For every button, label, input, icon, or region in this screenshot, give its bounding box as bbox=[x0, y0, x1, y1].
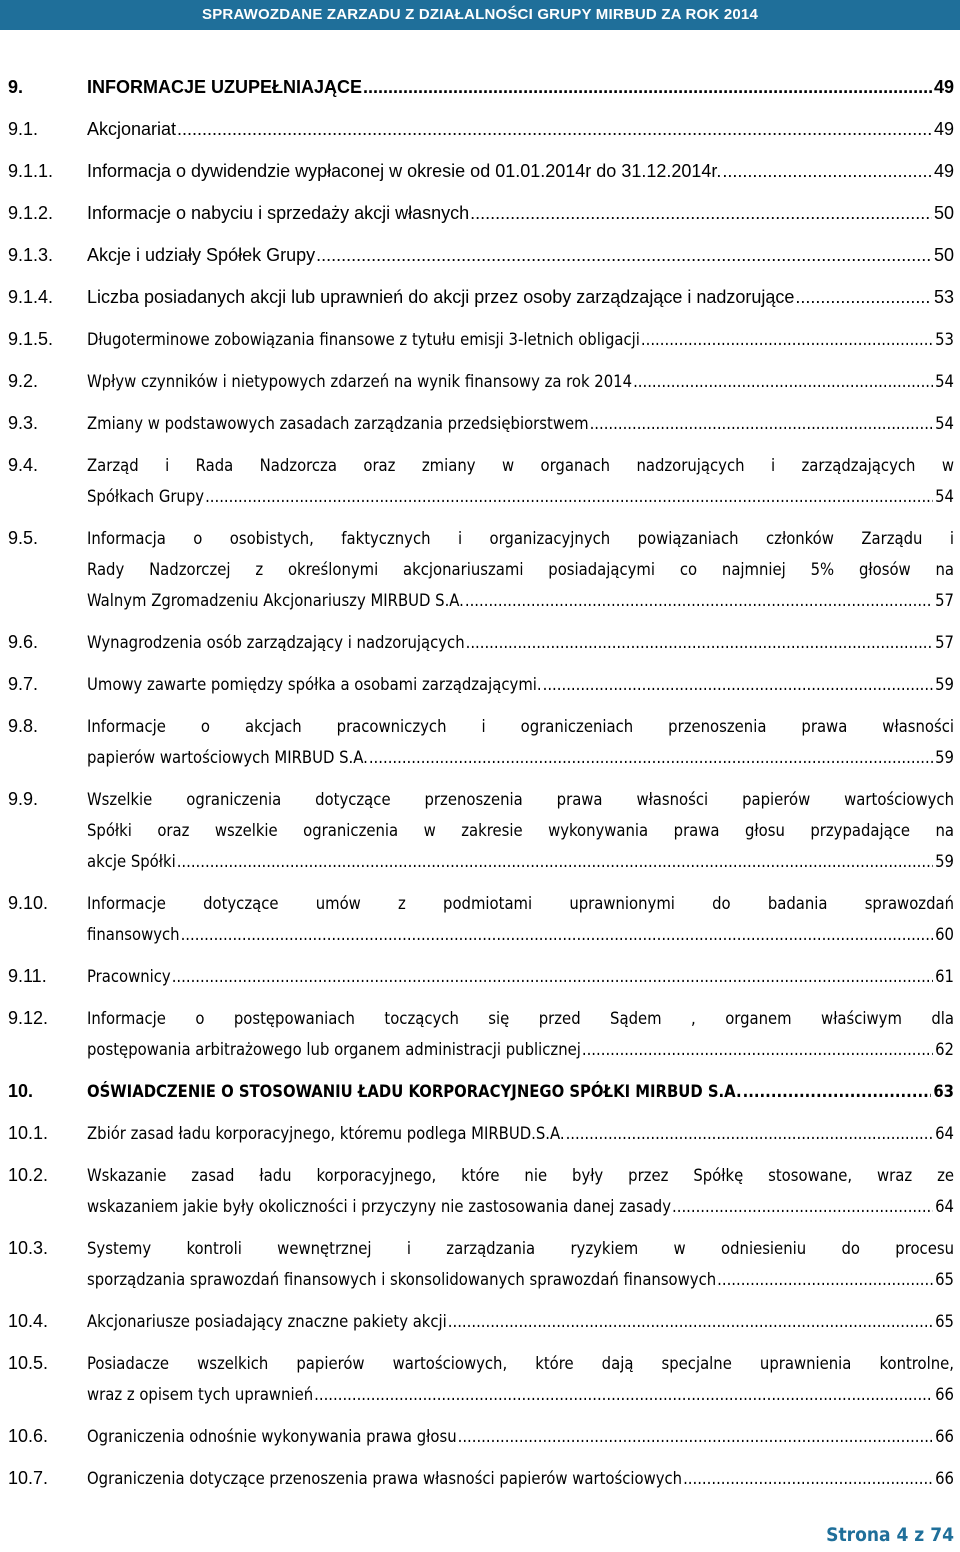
toc-entry-page: 53 bbox=[935, 330, 954, 349]
dot-leader bbox=[672, 1191, 933, 1222]
toc-entry-page: 49 bbox=[933, 119, 954, 139]
toc-entry-title-line: Informacje o akcjach pracowniczych i ograniczeniach przenoszenia prawa własności bbox=[87, 717, 954, 736]
toc-entry-page: 49 bbox=[933, 161, 954, 181]
toc-entry-number: 9.1.3. bbox=[8, 245, 54, 265]
toc-entry-page: 54 bbox=[935, 487, 954, 506]
dot-leader bbox=[316, 240, 932, 271]
toc-entry[interactable] bbox=[8, 408, 954, 439]
toc-entry-title: Informacja o dywidendzie wypłaconej w okresie od 01.01.2014r do 31.12.2014r. bbox=[87, 161, 722, 181]
toc-entry-title: Ograniczenia odnośnie wykonywania prawa głosu bbox=[87, 1427, 457, 1446]
dot-leader bbox=[717, 1264, 933, 1295]
toc-entry-title: OŚWIADCZENIE O STOSOWANIU ŁADU KORPORACYJNEGO SPÓŁKI MIRBUD S.A. bbox=[87, 1082, 742, 1101]
toc-entry-number: 10.4. bbox=[8, 1311, 49, 1331]
toc-entry-title: Liczba posiadanych akcji lub uprawnień do akcji przez osoby zarządzające i nadzorujące bbox=[87, 287, 795, 307]
toc-entry-page: 50 bbox=[933, 203, 954, 223]
toc-entry[interactable] bbox=[8, 711, 954, 773]
toc-entry-title: Akcje i udziały Spółek Grupy bbox=[87, 245, 316, 265]
toc-entry-title-line: Spółki oraz wszelkie ograniczenia w zakresie wykonywania prawa głosu przypadające na bbox=[87, 821, 954, 840]
toc-entry-title: Zbiór zasad ładu korporacyjnego, któremu podlega MIRBUD.S.A. bbox=[87, 1124, 565, 1143]
toc-entry-page: 59 bbox=[935, 675, 954, 694]
toc-entry-page: 65 bbox=[935, 1312, 954, 1331]
toc-entry-number: 9.1.1. bbox=[8, 161, 54, 181]
toc-entry-title: Wynagrodzenia osób zarządzający i nadzorujących bbox=[87, 633, 465, 652]
toc-entry[interactable] bbox=[8, 240, 954, 271]
toc-entry-title: sporządzania sprawozdań finansowych i skonsolidowanych sprawozdań finansowych bbox=[87, 1270, 717, 1289]
toc-entry-number: 9.10. bbox=[8, 893, 49, 913]
toc-entry-number: 9.3. bbox=[8, 413, 39, 433]
toc-entry[interactable] bbox=[8, 784, 954, 877]
toc-entry-number: 10.2. bbox=[8, 1165, 49, 1185]
dot-leader bbox=[465, 585, 933, 616]
dot-leader bbox=[448, 1306, 933, 1337]
toc-entry-title-line: Informacja o osobistych, faktycznych i organizacyjnych powiązaniach członków Zarządu i bbox=[87, 529, 954, 548]
toc-entry-number: 10.1. bbox=[8, 1123, 49, 1143]
dot-leader bbox=[566, 1118, 934, 1149]
toc-entry-number: 9.7. bbox=[8, 674, 39, 694]
toc-entry[interactable] bbox=[8, 1003, 954, 1065]
toc-entry-number: 9. bbox=[8, 77, 24, 97]
toc-entry-page: 61 bbox=[935, 967, 954, 986]
toc-entry-title: Walnym Zgromadzeniu Akcjonariuszy MIRBUD S.A. bbox=[87, 591, 464, 610]
toc-entry-title: Długoterminowe zobowiązania finansowe z tytułu emisji 3-letnich obligacji bbox=[87, 330, 640, 349]
toc-entry[interactable] bbox=[8, 450, 954, 512]
toc-entry-page: 59 bbox=[935, 852, 954, 871]
toc-entry-title: Ograniczenia dotyczące przenoszenia prawa własności papierów wartościowych bbox=[87, 1469, 683, 1488]
toc-entry-page: 57 bbox=[935, 633, 954, 652]
toc-entry-number: 10.7. bbox=[8, 1468, 49, 1488]
toc-entry-page: 60 bbox=[935, 925, 954, 944]
toc-entry[interactable] bbox=[8, 282, 954, 313]
dot-leader bbox=[722, 156, 932, 187]
toc-entry[interactable] bbox=[8, 1118, 954, 1149]
toc-entry[interactable] bbox=[8, 156, 954, 187]
toc-entry-title-line: Rady Nadzorczej z określonymi akcjonariuszami posiadającymi co najmniej 5% głosów na bbox=[87, 560, 954, 579]
toc-entry-title: Zmiany w podstawowych zasadach zarządzania przedsiębiorstwem bbox=[87, 414, 589, 433]
toc-entry[interactable] bbox=[8, 1348, 954, 1410]
toc-entry-number: 9.5. bbox=[8, 528, 39, 548]
toc-entry[interactable] bbox=[8, 888, 954, 950]
toc-entry-title: Wpływ czynników i nietypowych zdarzeń na wynik finansowy za rok 2014 bbox=[87, 372, 633, 391]
toc-entry[interactable] bbox=[8, 1306, 954, 1337]
toc-entry-page: 59 bbox=[935, 748, 954, 767]
dot-leader bbox=[633, 366, 933, 397]
document-header: SPRAWOZDANE ZARZADU Z DZIAŁALNOŚCI GRUPY MIRBUD ZA ROK 2014 bbox=[0, 0, 960, 30]
toc-entry-number: 9.6. bbox=[8, 632, 39, 652]
toc-entry-title: finansowych bbox=[87, 925, 180, 944]
toc-entry-number: 9.12. bbox=[8, 1008, 49, 1028]
toc-entry-title: wraz z opisem tych uprawnień bbox=[87, 1385, 314, 1404]
page-number: Strona 4 z 74 bbox=[826, 1524, 954, 1546]
toc-entry-title: INFORMACJE UZUPEŁNIAJĄCE bbox=[87, 77, 363, 97]
toc-entry-title-line: Posiadacze wszelkich papierów wartościowych, które dają specjalne uprawnienia kontrolne, bbox=[87, 1354, 954, 1373]
toc-entry-number: 9.1.5. bbox=[8, 329, 54, 349]
toc-entry-page: 49 bbox=[933, 77, 954, 97]
dot-leader bbox=[369, 742, 933, 773]
toc-entry[interactable] bbox=[8, 366, 954, 397]
toc-entry-title: Umowy zawarte pomiędzy spółka a osobami zarządzającymi. bbox=[87, 675, 542, 694]
toc-entry-number: 9.2. bbox=[8, 371, 39, 391]
toc-entry-title: postępowania arbitrażowego lub organem administracji publicznej bbox=[87, 1040, 581, 1059]
toc-entry[interactable] bbox=[8, 961, 954, 992]
toc-entry-title-line: Zarząd i Rada Nadzorcza oraz zmiany w organach nadzorujących i zarządzających w bbox=[87, 456, 954, 475]
toc-entry[interactable] bbox=[8, 1160, 954, 1222]
toc-entry-title: akcje Spółki bbox=[87, 852, 176, 871]
toc-entry-title-line: Wskazanie zasad ładu korporacyjnego, które nie były przez Spółkę stosowane, wraz ze bbox=[87, 1166, 954, 1185]
toc-entry-page: 62 bbox=[935, 1040, 954, 1059]
dot-leader bbox=[641, 324, 933, 355]
dot-leader bbox=[466, 627, 934, 658]
toc-entry-number: 9.1. bbox=[8, 119, 39, 139]
toc-entry[interactable] bbox=[8, 198, 954, 229]
toc-entry[interactable] bbox=[8, 1233, 954, 1295]
toc-entry-page: 65 bbox=[935, 1270, 954, 1289]
toc-entry-number: 10.3. bbox=[8, 1238, 49, 1258]
toc-entry[interactable] bbox=[8, 627, 954, 658]
toc-entry-number: 9.9. bbox=[8, 789, 39, 809]
toc-entry[interactable] bbox=[8, 114, 954, 145]
toc-entry-page: 50 bbox=[933, 245, 954, 265]
dot-leader bbox=[177, 114, 932, 145]
toc-entry-title: Spółkach Grupy bbox=[87, 487, 205, 506]
toc-entry-page: 53 bbox=[933, 287, 954, 307]
toc-entry-number: 10. bbox=[8, 1081, 34, 1101]
toc-entry-title: papierów wartościowych MIRBUD S.A. bbox=[87, 748, 368, 767]
toc-entry-number: 9.1.2. bbox=[8, 203, 54, 223]
toc-entry-page: 54 bbox=[935, 414, 954, 433]
dot-leader bbox=[363, 72, 932, 103]
toc-entry[interactable] bbox=[8, 1076, 954, 1107]
dot-leader bbox=[314, 1379, 933, 1410]
dot-leader bbox=[458, 1421, 934, 1452]
toc-entry-title: Informacje o nabyciu i sprzedaży akcji własnych bbox=[87, 203, 470, 223]
toc-entry-title-line: Systemy kontroli wewnętrznej i zarządzania ryzykiem w odniesieniu do procesu bbox=[87, 1239, 954, 1258]
dot-leader bbox=[181, 919, 934, 950]
toc-entry-page: 66 bbox=[935, 1385, 954, 1404]
toc-entry-number: 9.11. bbox=[8, 966, 47, 986]
toc-entry-number: 9.1.4. bbox=[8, 287, 54, 307]
toc-entry-title-line: Informacje o postępowaniach toczących się przed Sądem , organem właściwym dla bbox=[87, 1009, 954, 1028]
toc-entry-title: Pracownicy bbox=[87, 967, 171, 986]
toc-entry-number: 10.5. bbox=[8, 1353, 49, 1373]
toc-entry-page: 66 bbox=[935, 1427, 954, 1446]
toc-entry[interactable] bbox=[8, 669, 954, 700]
dot-leader bbox=[683, 1463, 933, 1494]
toc-entry-number: 10.6. bbox=[8, 1426, 49, 1446]
toc-entry-title-line: Wszelkie ograniczenia dotyczące przenoszenia prawa własności papierów wartościowych bbox=[87, 790, 954, 809]
toc-entry-number: 9.8. bbox=[8, 716, 39, 736]
toc-entry-page: 66 bbox=[935, 1469, 954, 1488]
toc-entry-title: wskazaniem jakie były okoliczności i przyczyny nie zastosowania danej zasady bbox=[87, 1197, 672, 1216]
toc-entry-title-line: Informacje dotyczące umów z podmiotami uprawnionymi do badania sprawozdań bbox=[87, 894, 954, 913]
dot-leader bbox=[582, 1034, 933, 1065]
toc-entry-page: 54 bbox=[935, 372, 954, 391]
toc-entry-page: 57 bbox=[935, 591, 954, 610]
dot-leader bbox=[543, 669, 933, 700]
toc-entry[interactable] bbox=[8, 1463, 954, 1494]
toc-entry[interactable] bbox=[8, 72, 954, 103]
dot-leader bbox=[172, 961, 933, 992]
dot-leader bbox=[590, 408, 934, 439]
dot-leader bbox=[795, 282, 932, 313]
toc-entry[interactable] bbox=[8, 523, 954, 616]
dot-leader bbox=[470, 198, 932, 229]
toc-entry-page: 64 bbox=[935, 1124, 954, 1143]
toc-entry-title: Akcjonariusze posiadający znaczne pakiety akcji bbox=[87, 1312, 447, 1331]
toc-entry-page: 64 bbox=[935, 1197, 954, 1216]
dot-leader bbox=[177, 846, 933, 877]
dot-leader bbox=[205, 481, 933, 512]
toc-entry-page: 63 bbox=[933, 1082, 954, 1101]
toc-entry[interactable] bbox=[8, 324, 954, 355]
dot-leader bbox=[743, 1076, 932, 1107]
toc-entry-number: 9.4. bbox=[8, 455, 39, 475]
toc-entry-title: Akcjonariat bbox=[87, 119, 177, 139]
toc-entry[interactable] bbox=[8, 1421, 954, 1452]
